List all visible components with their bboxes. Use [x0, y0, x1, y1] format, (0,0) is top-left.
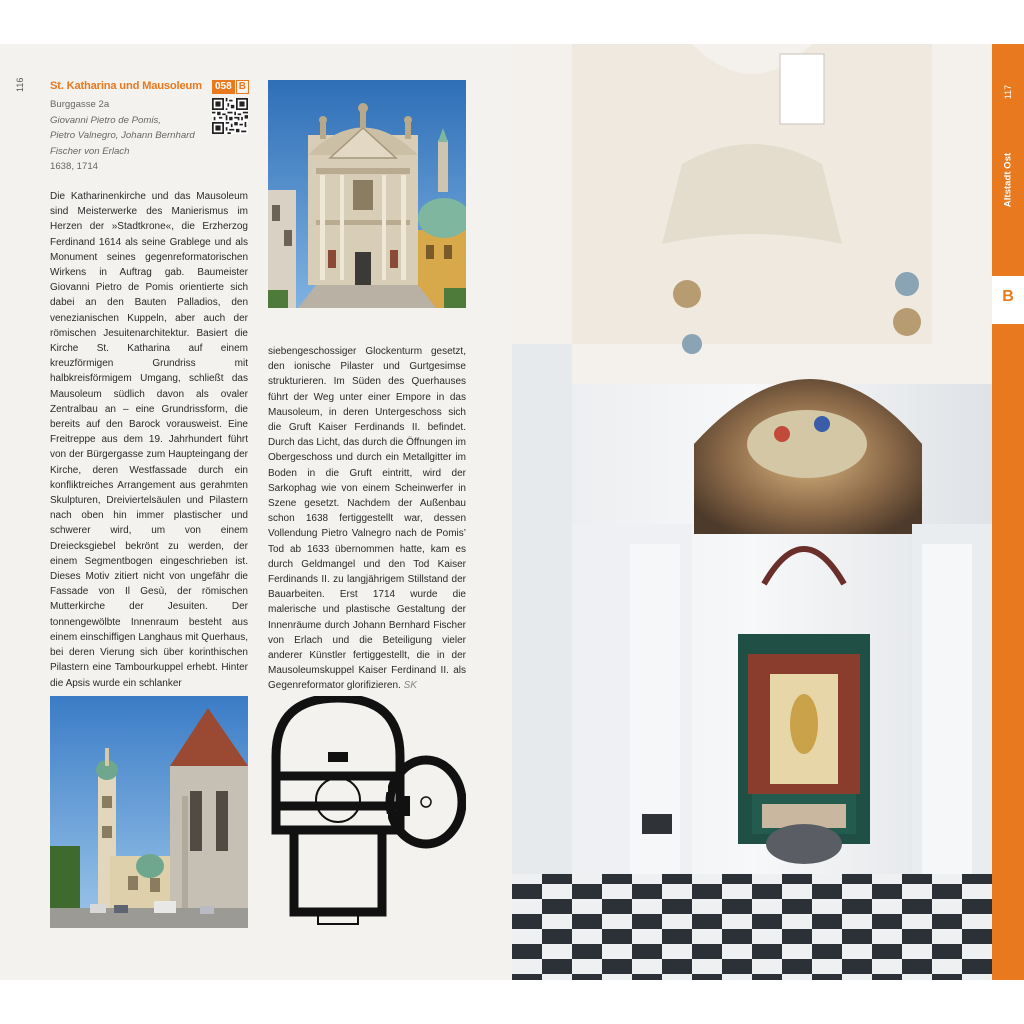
entry-meta [50, 97, 210, 175]
body-text-column-2 [268, 344, 466, 694]
section-tab-b: B [992, 276, 1024, 324]
mausoleum-interior-photo [512, 44, 992, 980]
entry-title: St. Katharina und Mausoleum [50, 80, 202, 92]
page-number-right: 117 [1003, 84, 1013, 100]
body-text-column-1: Die Katharinenkirche und das Mausoleum sind Meisterwerke des Manierismus im Herzen der »Stadtkrone«, die Erzherzog Ferdinand 1614 als seine Grablege und als Monument seines gegenreformatorischen Wirkens in Auftrag gab. Baumeister Giovanni Pietro de Pomis orientierte sich dabei an den Bauten Palladios, den venezianischen Kuppeln, aber auch der römischen Jesuitenarchitektur. Basiert die Kirche St. Katharina auf einem kreuzförmigen Grundriss mit halbkreisförmigem Umgang, schließt das Mausoleum südlich davon als ovaler Zentralbau an – eine Grundrissform, die bereits auf den Barock vorausweist. Eine Freitreppe aus dem 19. Jahrhundert führt von der Bürgergasse zum Haupteingang der Kirche, deren Westfassade durch ein konfliktreiches Arrangement aus gerahmten Skulpturen, Dreiviertelsäulen und Pilastern nach oben hin immer plastischer und schwerer wird, um von einem Dreiecksgiebel bekrönt zu werden, der einem Segmentbogen eingeschrieben ist. Dieses Motiv zitiert nicht von ungefähr die Fassade von Il Gesù, der römischen Mutterkirche der Jesuiten. Der tonnengewölbte Innenraum besteht aus einem einschiffigen Langhaus mit Querhaus, bei deren Vierung sich über korinthischen Pilastern eine Tambourkuppel erhebt. Hinter die Apsis wurde ein schlanker [50, 191, 248, 689]
church-exterior-photo [50, 696, 248, 928]
district-label: Altstadt Ost [1002, 152, 1014, 208]
left-page [0, 44, 512, 980]
body-text-column-2-text: siebengeschossiger Glockenturm gesetzt, den ionische Pilaster und Gurtgesimse strukturieren. Im Süden des Querhauses führt der Weg unter einer Empore in das Mausoleum, in deren Untergeschoss sich die Gruft Kaiser Ferdinands II. befindet. Durch das Licht, das durch die Öffnungen im Obergeschoss und durch ein Metallgitter im Boden in die Gruft eintritt, wird der Sarkophag wie von einem Scheinwerfer in Szene gesetzt. Nachdem der Außenbau schon 1638 fertiggestellt war, dessen Vollendung Pietro Valnegro nach de Pomis’ Tod ab 1633 übernommen hatte, kam es durch Geldmangel und den Tod Kaiser Ferdinands II. zu langjährigem Stillstand der Bauarbeiten. Erst 1714 wurde die malerische und plastische Gestaltung der Innenräume durch Johann Bernhard Fischer von Erlach und die Beteiligung vieler anderer Künstler fertiggestellt, die in der Mausoleumskuppel Kaiser Ferdinand II. als Gegenreformator glorifizieren. [268, 346, 466, 692]
right-page [512, 44, 1024, 980]
entry-address: Burggasse 2a [50, 99, 110, 110]
book-spread [0, 44, 1024, 980]
floor-plan-diagram [268, 696, 466, 928]
entry-badge [212, 80, 249, 94]
author-signature: SK [403, 680, 417, 692]
entry-number: 058 [212, 80, 235, 94]
entry-architects-line-2: Pietro Valnegro, Johann Bernhard [50, 130, 195, 142]
entry-architects-line-1: Giovanni Pietro de Pomis, [50, 114, 161, 126]
church-facade-photo [268, 80, 466, 308]
page-number-left: 116 [15, 77, 25, 92]
entry-years: 1638, 1714 [50, 161, 99, 173]
entry-architects-line-3: Fischer von Erlach [50, 145, 130, 157]
qr-code-icon [212, 98, 248, 134]
entry-section-letter: B [236, 80, 249, 94]
